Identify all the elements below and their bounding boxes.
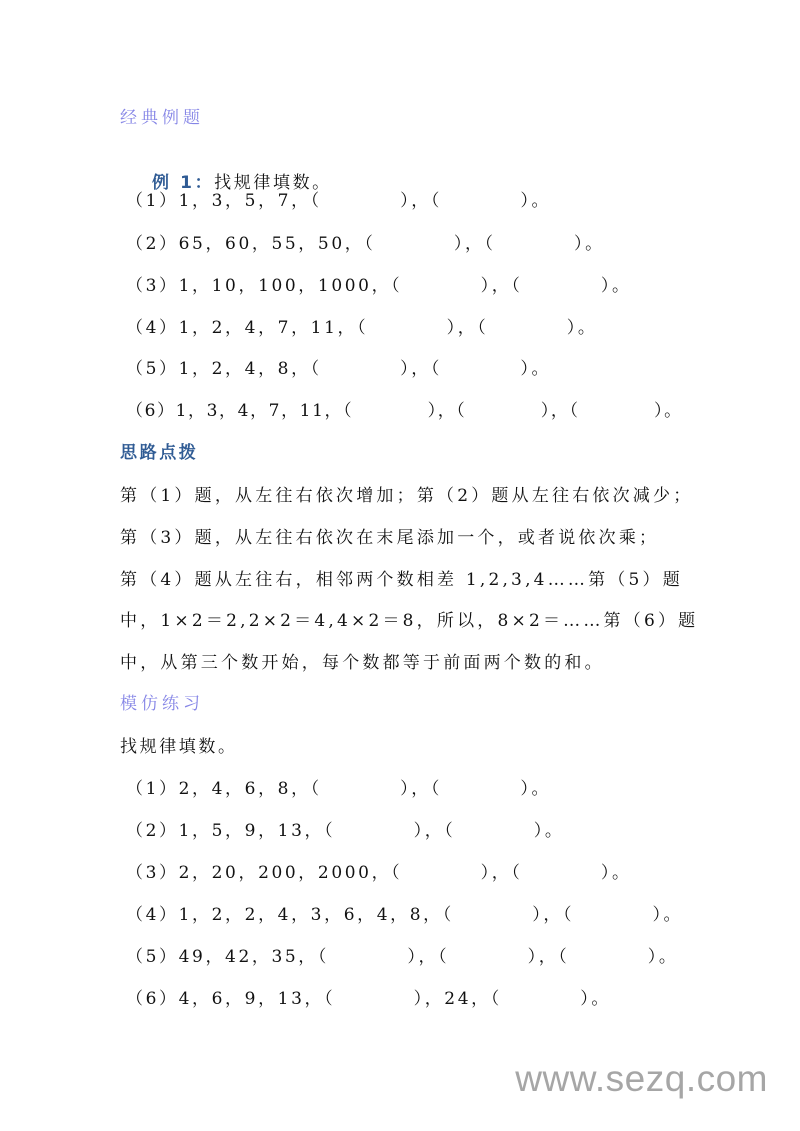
example-item-6: （6）1，3，4，7，11，（ ），（ ），（ ）。 [126, 401, 683, 421]
hint-line-1: 第（1）题，从左往右依次增加；第（2）题从左往右依次减少； [120, 486, 694, 506]
section-title-hints: 思路点拨 [120, 443, 199, 463]
hint-line-2: 第（3）题，从左往右依次在末尾添加一个，或者说依次乘； [120, 528, 660, 548]
practice-item-2: （2）1，5，9，13，（ ），（ ）。 [126, 821, 565, 841]
practice-item-5: （5）49，42，35，（ ），（ ），（ ）。 [126, 947, 679, 967]
section-title-classic-examples: 经典例题 [120, 108, 204, 128]
example-item-3: （3）1，10，100，1000，（ ），（ ）。 [126, 276, 632, 296]
practice-instruction: 找规律填数。 [120, 737, 238, 757]
practice-item-4: （4）1，2，2，4，3，6，4，8，（ ），（ ）。 [126, 905, 684, 925]
hint-line-3: 第（4）题从左往右，相邻两个数相差 1,2,3,4……第（5）题 [120, 570, 683, 590]
example-label: 例 1： [152, 173, 215, 193]
practice-item-6: （6）4，6，9，13，（ ），24，（ ）。 [126, 989, 611, 1009]
example-item-5: （5）1，2，4，8，（ ），（ ）。 [126, 359, 552, 379]
example-item-2: （2）65，60，55，50，（ ），（ ）。 [126, 234, 605, 254]
example-instruction: 找规律填数。 [214, 173, 332, 193]
example-item-1: （1）1，3，5，7，（ ），（ ）。 [126, 191, 552, 211]
section-title-practice: 模仿练习 [120, 694, 204, 714]
hint-line-5: 中，从第三个数开始，每个数都等于前面两个数的和。 [120, 653, 605, 673]
practice-item-3: （3）2，20，200，2000，（ ），（ ）。 [126, 863, 632, 883]
watermark-url: www.sezq.com [515, 1058, 768, 1099]
practice-item-1: （1）2，4，6，8，（ ），（ ）。 [126, 779, 552, 799]
hint-line-4: 中，1×2＝2,2×2＝4,4×2＝8，所以，8×2＝……第（6）题 [120, 611, 699, 631]
example-item-4: （4）1，2，4，7，11，（ ），（ ）。 [126, 318, 598, 338]
